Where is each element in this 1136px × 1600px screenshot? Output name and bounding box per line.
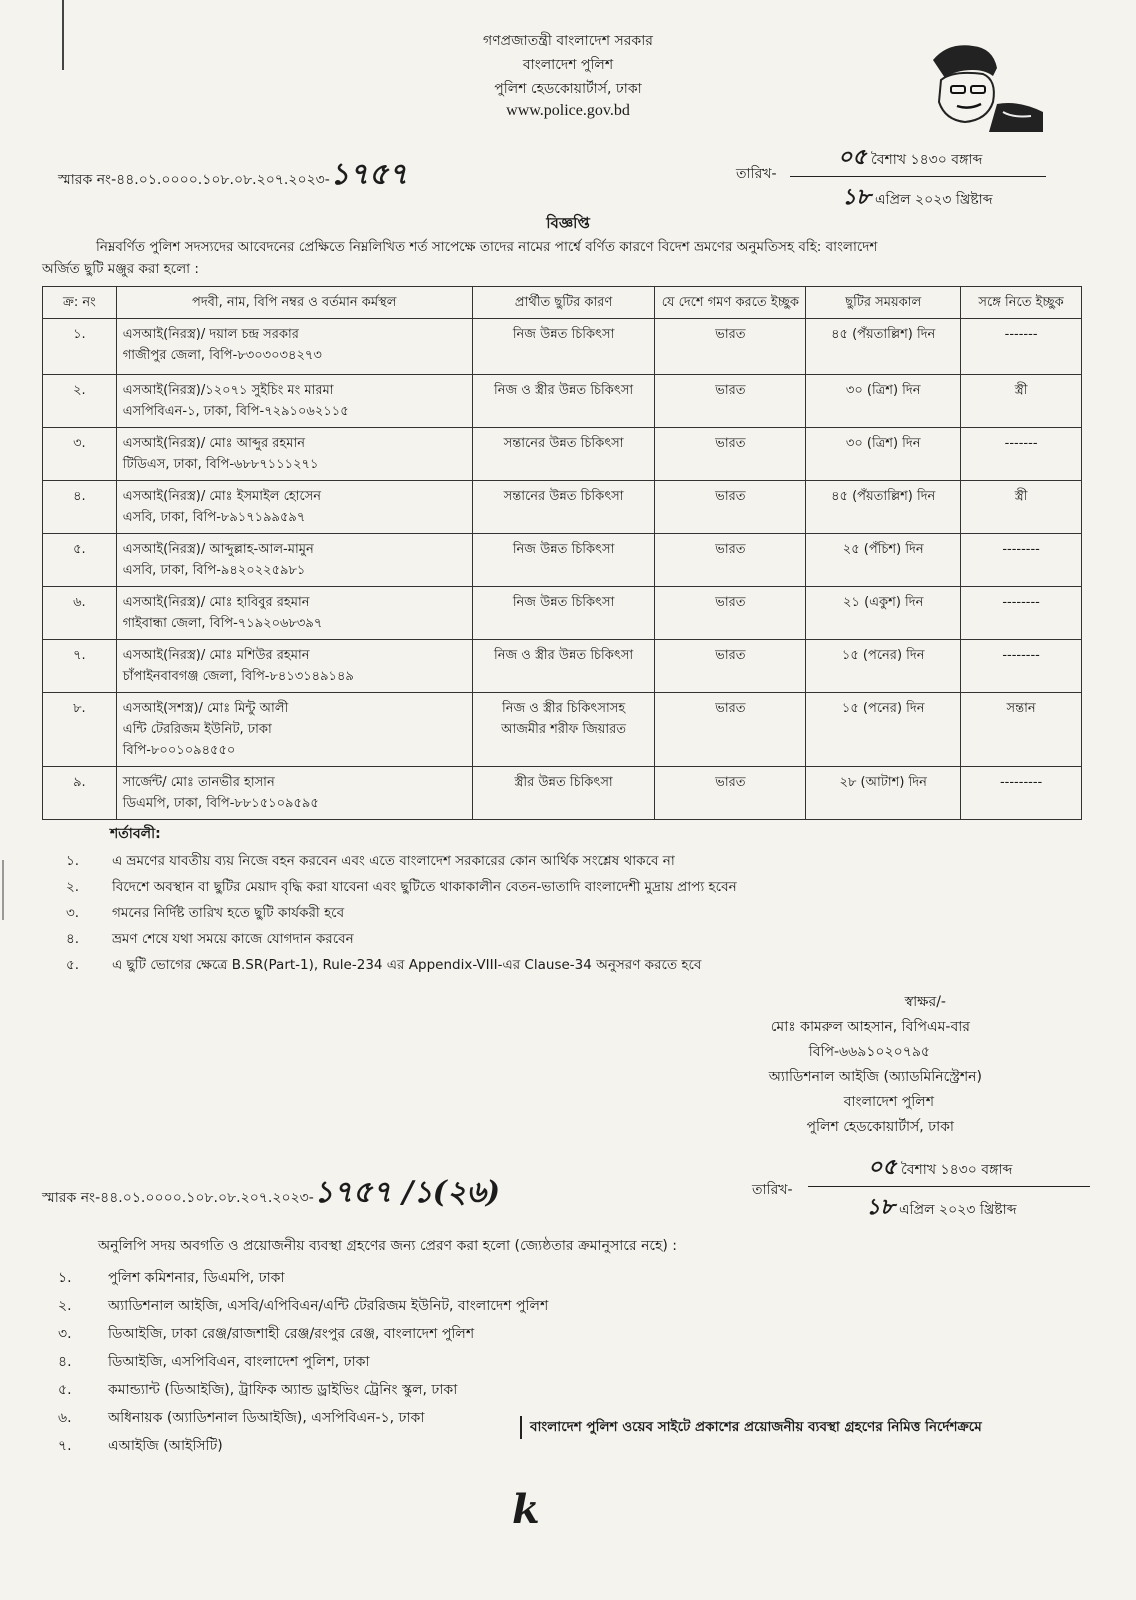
officer-name: সার্জেন্ট/ মোঃ তানভীর হাসান	[122, 775, 275, 790]
cell-name	[116, 534, 472, 587]
cell-serial	[43, 428, 117, 481]
cell-name	[116, 693, 472, 767]
notice-body-line1: নিম্নবর্ণিত পুলিশ সদস্যদের আবেদনের প্রেক্ষিতে নিম্নলিখিত শর্ত সাপেক্ষে তাদের নামের পার্শ্বে বর্ণিত কারণে বিদেশ ভ্রমণের অনুমতিসহ বহি: বাংলাদেশ	[96, 239, 878, 255]
destination-country: ভারত	[715, 701, 746, 716]
date2-bangla	[868, 1150, 1012, 1187]
cell-name	[116, 640, 472, 693]
leave-period: ১৫ (পনের) দিন	[841, 701, 925, 716]
cell-companion	[961, 587, 1082, 640]
header-govt: গণপ্রজাতন্ত্রী বাংলাদেশ সরকার	[483, 33, 653, 49]
officer-name: এসআই(নিরস্ত্র)/ মোঃ হাবিবুর রহমান	[122, 595, 310, 610]
serial-number: ২.	[73, 383, 86, 398]
companion: ---------	[999, 775, 1043, 790]
leave-period: ৪৫ (পঁয়তাল্লিশ) দিন	[831, 489, 936, 504]
officer-unit: এসবি, ঢাকা, বিপি-৯৪২০২২৫৯৮১	[122, 563, 306, 578]
cell-name	[116, 587, 472, 640]
col-header-serial: ক্র: নং	[43, 287, 117, 319]
cell-reason	[472, 534, 655, 587]
memo2-number	[42, 1168, 500, 1219]
binder-mark	[2, 860, 4, 920]
copy-item: ১. পুলিশ কমিশনার, ডিএমপি, ঢাকা	[58, 1270, 285, 1286]
table-row	[43, 428, 1082, 481]
officer-name: এসআই(নিরস্ত্র)/ আব্দুল্লাহ-আল-মামুন	[122, 542, 314, 557]
date-english-day: ১৮	[842, 184, 871, 210]
officer-name: এসআই(নিরস্ত্র)/ দয়াল চন্দ্র সরকার	[122, 327, 299, 342]
companion: স্ত্রী	[1014, 383, 1028, 398]
handwritten-initial: k	[512, 1486, 540, 1533]
cell-reason	[472, 375, 655, 428]
cell-period	[806, 534, 961, 587]
leave-reason: নিজ ও স্ত্রীর উন্নত চিকিৎসা	[494, 383, 634, 398]
cell-serial	[43, 767, 117, 820]
officer-name: এসআই(নিরস্ত্র)/ মোঃ মশিউর রহমান	[122, 648, 310, 663]
condition-item: ৪. ভ্রমণ শেষে যথা সময়ে কাজে যোগদান করবেন	[66, 931, 354, 947]
date2-label: তারিখ-	[752, 1182, 793, 1198]
date-label: তারিখ-	[736, 166, 777, 182]
notice-body-line2: অর্জিত ছুটি মঞ্জুর করা হলো :	[42, 261, 199, 277]
cell-country	[655, 693, 806, 767]
cell-period	[806, 319, 961, 375]
copy-item: ৫. কমান্ড্যান্ট (ডিআইজি), ট্রাফিক অ্যান্ড ড্রাইভিং ট্রেনিং স্কুল, ঢাকা	[58, 1382, 458, 1398]
date2-bangla-text: বৈশাখ ১৪৩০ বঙ্গাব্দ	[901, 1162, 1013, 1178]
date-english-text: এপ্রিল ২০২৩ খ্রিষ্টাব্দ	[875, 192, 993, 208]
leave-reason: সন্তানের উন্নত চিকিৎসা	[503, 436, 624, 451]
leave-period: ১৫ (পনের) দিন	[841, 648, 925, 663]
serial-number: ৫.	[73, 542, 86, 557]
date2-bangla-day: ০৫	[868, 1154, 897, 1180]
cell-serial	[43, 640, 117, 693]
memo-number-prefix: স্মারক নং-৪৪.০১.০০০০.১০৮.০৮.২০৭.২০২৩-	[58, 172, 330, 188]
signature-bp: বিপি-৬৬৯১০২০৭৯৫	[808, 1044, 930, 1060]
companion: -------	[1004, 327, 1038, 342]
table-row	[43, 319, 1082, 375]
cell-serial	[43, 534, 117, 587]
condition-item: ৫. এ ছুটি ভোগের ক্ষেত্রে B.SR(Part-1), Rule-234 এর Appendix-VIII-এর Clause-34 অনুসরণ করতে হবে	[66, 957, 702, 973]
cell-companion	[961, 640, 1082, 693]
table-row	[43, 375, 1082, 428]
cell-companion	[961, 767, 1082, 820]
leave-reason: নিজ উন্নত চিকিৎসা	[512, 327, 615, 342]
condition-item: ২. বিদেশে অবস্থান বা ছুটির মেয়াদ বৃদ্ধি করা যাবেনা এবং ছুটিতে থাকাকালীন বেতন-ভাতাদি বাংলাদেশী মুদ্রায় প্রাপ্য হবেন	[66, 879, 737, 895]
cell-serial	[43, 587, 117, 640]
header-office: পুলিশ হেডকোয়ার্টার্স, ঢাকা	[494, 81, 642, 97]
leave-period: ৩০ (ত্রিশ) দিন	[845, 383, 921, 398]
destination-country: ভারত	[715, 775, 746, 790]
serial-number: ৯.	[73, 775, 86, 790]
copy-item: ৪. ডিআইজি, এসপিবিএন, বাংলাদেশ পুলিশ, ঢাকা	[58, 1354, 370, 1370]
officer-unit: ডিএমপি, ঢাকা, বিপি-৮৮১৫১০৯৫৯৫	[122, 796, 319, 811]
cell-period	[806, 375, 961, 428]
cell-reason	[472, 428, 655, 481]
leave-reason: স্ত্রীর উন্নত চিকিৎসা	[514, 775, 613, 790]
cell-serial	[43, 319, 117, 375]
conditions-title: শর্তাবলী:	[110, 826, 161, 842]
destination-country: ভারত	[715, 648, 746, 663]
destination-country: ভারত	[715, 595, 746, 610]
companion: --------	[1002, 542, 1040, 557]
memo-handwritten-number: ১৭৫৭	[329, 157, 408, 192]
col-header-country: যে দেশে গমণ করতে ইচ্ছুক	[655, 287, 806, 319]
destination-country: ভারত	[715, 542, 746, 557]
cell-companion	[961, 319, 1082, 375]
cell-reason	[472, 693, 655, 767]
companion: -------	[1004, 436, 1038, 451]
officer-bp: বিপি-৮০০১০৯৪৫৫০	[122, 743, 236, 758]
memo2-number-prefix: স্মারক নং-৪৪.০১.০০০০.১০৮.০৮.২০৭.২০২৩-	[42, 1190, 314, 1206]
copy-item: ৩. ডিআইজি, ঢাকা রেঞ্জ/রাজশাহী রেঞ্জ/রংপুর রেঞ্জ, বাংলাদেশ পুলিশ	[58, 1326, 475, 1342]
header-org: বাংলাদেশ পুলিশ	[522, 57, 614, 73]
cell-reason	[472, 481, 655, 534]
signature-designation: অ্যাডিশনাল আইজি (অ্যাডমিনিস্ট্রেশন)	[768, 1069, 982, 1085]
copy-item: ৬. অধিনায়ক (অ্যাডিশনাল ডিআইজি), এসপিবিএন-১, ঢাকা	[58, 1410, 425, 1426]
cell-reason	[472, 587, 655, 640]
destination-country: ভারত	[715, 436, 746, 451]
leave-period: ২৮ (আটাশ) দিন	[839, 775, 927, 790]
cell-country	[655, 481, 806, 534]
cell-companion	[961, 481, 1082, 534]
cell-period	[806, 640, 961, 693]
cell-country	[655, 319, 806, 375]
web-publish-stamp: বাংলাদেশ পুলিশ ওয়েব সাইটে প্রকাশের প্রয়োজনীয় ব্যবস্থা গ্রহণের নিমিত্ত নির্দেশক্রমে	[520, 1416, 982, 1439]
leave-reason: সন্তানের উন্নত চিকিৎসা	[503, 489, 624, 504]
copy-intro: অনুলিপি সদয় অবগতি ও প্রয়োজনীয় ব্যবস্থা গ্রহণের জন্য প্রেরণ করা হলো (জ্যেষ্ঠতার ক্রমানুসারে নহে) :	[98, 1238, 678, 1254]
officer-unit: গাইবান্ধা জেলা, বিপি-৭১৯২০৬৮৩৯৭	[122, 616, 323, 631]
table-row	[43, 640, 1082, 693]
serial-number: ৩.	[73, 436, 86, 451]
date2-english-day: ১৮	[866, 1194, 895, 1220]
col-header-name: পদবী, নাম, বিপি নম্বর ও বর্তমান কর্মস্থল	[116, 287, 472, 319]
cell-country	[655, 587, 806, 640]
signature-name: মোঃ কামরুল আহসান, বিপিএম-বার	[770, 1019, 970, 1035]
officer-unit: এন্টি টেররিজম ইউনিট, ঢাকা	[122, 722, 272, 737]
cell-reason	[472, 767, 655, 820]
date2-english-text: এপ্রিল ২০২৩ খ্রিষ্টাব্দ	[899, 1202, 1017, 1218]
leave-reason: নিজ উন্নত চিকিৎসা	[512, 542, 615, 557]
companion: --------	[1002, 595, 1040, 610]
destination-country: ভারত	[715, 489, 746, 504]
cell-name	[116, 481, 472, 534]
leave-period: ৩০ (ত্রিশ) দিন	[845, 436, 921, 451]
cell-serial	[43, 481, 117, 534]
companion: সন্তান	[1006, 701, 1036, 716]
serial-number: ১.	[73, 327, 86, 342]
cell-name	[116, 375, 472, 428]
date2-english	[866, 1190, 1017, 1227]
cell-period	[806, 693, 961, 767]
leave-table	[42, 286, 1082, 820]
date-bangla	[838, 140, 982, 177]
serial-number: ৮.	[73, 701, 86, 716]
copy-item: ২. অ্যাডিশনাল আইজি, এসবি/এপিবিএন/এন্টি টেররিজম ইউনিট, বাংলাদেশ পুলিশ	[58, 1298, 549, 1314]
table-row	[43, 693, 1082, 767]
cell-country	[655, 534, 806, 587]
companion: --------	[1002, 648, 1040, 663]
date-bangla-text: বৈশাখ ১৪৩০ বঙ্গাব্দ	[871, 152, 983, 168]
condition-item: ৩. গমনের নির্দিষ্ট তারিখ হতে ছুটি কার্যকরী হবে	[66, 905, 345, 921]
signature-org: বাংলাদেশ পুলিশ	[843, 1094, 934, 1110]
date2-divider	[808, 1186, 1090, 1187]
date-bangla-day: ০৫	[838, 144, 867, 170]
cell-country	[655, 767, 806, 820]
cell-reason	[472, 319, 655, 375]
cell-name	[116, 428, 472, 481]
cell-period	[806, 587, 961, 640]
officer-name: এসআই(নিরস্ত্র)/১২০৭১ সুইচিং মং মারমা	[122, 383, 334, 398]
leave-reason: নিজ ও স্ত্রীর উন্নত চিকিৎসা	[494, 648, 634, 663]
table-row	[43, 767, 1082, 820]
officer-unit: এসবি, ঢাকা, বিপি-৮৯১৭১৯৯৫৯৭	[122, 510, 306, 525]
officer-name: এসআই(সশস্ত্র)/ মোঃ মিন্টু আলী	[122, 701, 289, 716]
cell-period	[806, 767, 961, 820]
leave-period: ৪৫ (পঁয়তাল্লিশ) দিন	[831, 327, 936, 342]
copy-item: ৭. এআইজি (আইসিটি)	[58, 1438, 223, 1454]
officer-name: এসআই(নিরস্ত্র)/ মোঃ আব্দুর রহমান	[122, 436, 306, 451]
serial-number: ৬.	[73, 595, 86, 610]
table-row	[43, 587, 1082, 640]
cell-country	[655, 640, 806, 693]
cell-serial	[43, 375, 117, 428]
destination-country: ভারত	[715, 383, 746, 398]
cell-country	[655, 375, 806, 428]
leave-period: ২১ (একুশ) দিন	[843, 595, 924, 610]
cell-reason	[472, 640, 655, 693]
serial-number: ৪.	[73, 489, 86, 504]
cell-period	[806, 481, 961, 534]
officer-unit: টিডিএস, ঢাকা, বিপি-৬৮৮৭১১১২৭১	[122, 457, 319, 472]
mujib-portrait-logo	[893, 40, 1045, 132]
condition-item: ১. এ ভ্রমণের যাবতীয় ব্যয় নিজে বহন করবেন এবং এতে বাংলাদেশ সরকারের কোন আর্থিক সংশ্লেষ থাকবে না	[66, 853, 675, 869]
officer-unit: গাজীপুর জেলা, বিপি-৮৩০৩০৩৪২৭৩	[122, 348, 322, 363]
cell-country	[655, 428, 806, 481]
leave-reason: নিজ ও স্ত্রীর চিকিৎসাসহ আজমীর শরীফ জিয়ারত	[501, 701, 627, 737]
cell-name	[116, 767, 472, 820]
leave-reason: নিজ উন্নত চিকিৎসা	[512, 595, 615, 610]
memo-number	[58, 150, 408, 201]
companion: স্ত্রী	[1014, 489, 1028, 504]
col-header-reason: প্রার্থীত ছুটির কারণ	[472, 287, 655, 319]
signature-office: পুলিশ হেডকোয়ার্টার্স, ঢাকা	[806, 1119, 954, 1135]
officer-unit: চাঁপাইনবাবগঞ্জ জেলা, বিপি-৮৪১৩১৪৯১৪৯	[122, 669, 354, 684]
signature-signed: স্বাক্ষর/-	[904, 994, 946, 1010]
table-header-row	[43, 287, 1082, 319]
cell-companion	[961, 534, 1082, 587]
cell-companion	[961, 428, 1082, 481]
notice-title: বিজ্ঞপ্তি	[546, 214, 590, 232]
memo2-handwritten-number: ১৭৫৭ /১(২৬)	[313, 1175, 501, 1210]
serial-number: ৭.	[73, 648, 86, 663]
col-header-companion: সঙ্গে নিতে ইচ্ছুক	[961, 287, 1082, 319]
cell-period	[806, 428, 961, 481]
cell-serial	[43, 693, 117, 767]
cell-name	[116, 319, 472, 375]
cell-companion	[961, 693, 1082, 767]
officer-unit: এসপিবিএন-১, ঢাকা, বিপি-৭২৯১০৬২১১৫	[122, 404, 349, 419]
table-row	[43, 481, 1082, 534]
officer-name: এসআই(নিরস্ত্র)/ মোঃ ইসমাইল হোসেন	[122, 489, 322, 504]
destination-country: ভারত	[715, 327, 746, 342]
leave-period: ২৫ (পঁচিশ) দিন	[842, 542, 924, 557]
cell-companion	[961, 375, 1082, 428]
date-divider	[790, 176, 1046, 177]
col-header-period: ছুটির সময়কাল	[806, 287, 961, 319]
header-website[interactable]: www.police.gov.bd	[506, 102, 630, 119]
table-row	[43, 534, 1082, 587]
